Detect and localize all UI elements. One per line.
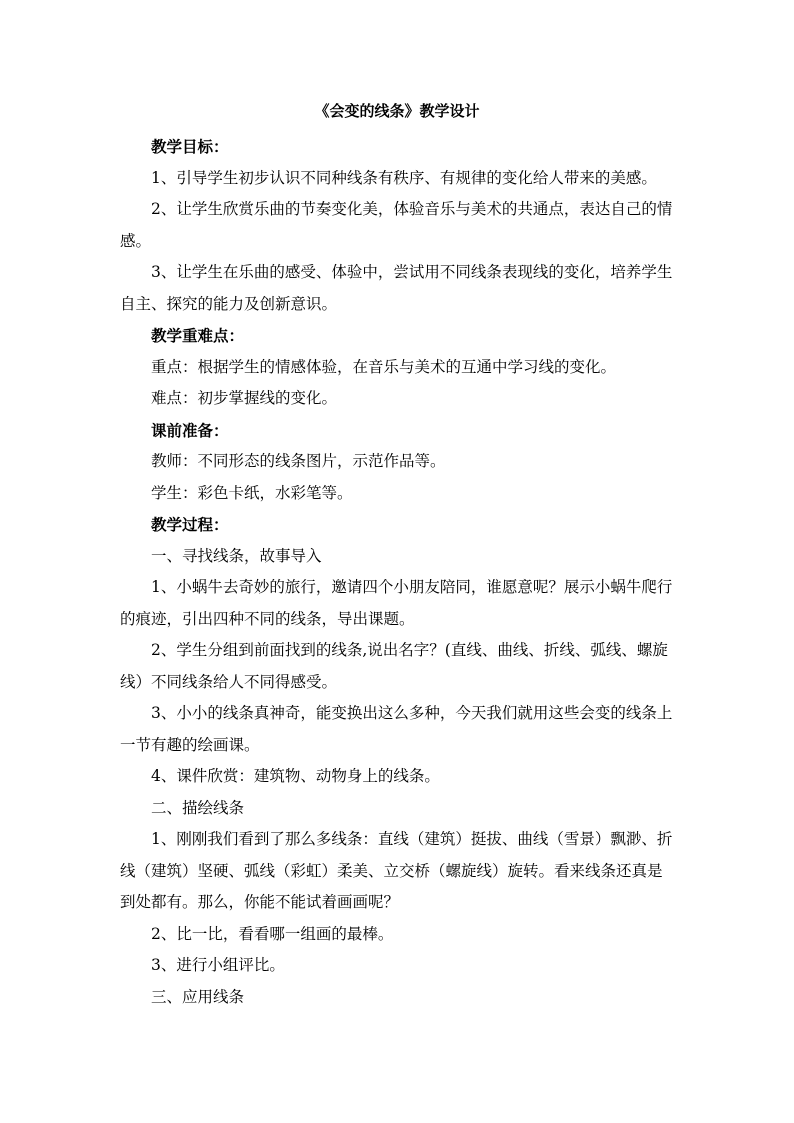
- paragraph: 1、刚刚我们看到了那么多线条：直线（建筑）挺拔、曲线（雪景）飘渺、折线（建筑）坚硬、弧线（彩虹）柔美、立交桥（螺旋线）旋转。看来线条还真是到处都有。那么，你能不能试着画画呢？: [120, 830, 673, 911]
- document-body: [120, 131, 676, 1013]
- paragraph: 3、小小的线条真神奇，能变换出这么多种，今天我们就用这些会变的线条上一节有趣的绘画课。: [120, 704, 673, 754]
- document-title: 《会变的线条》教学设计: [314, 102, 480, 120]
- paragraph: 教师：不同形态的线条图片，示范作品等。: [151, 452, 446, 470]
- paragraph: 1、小蜗牛去奇妙的旅行，邀请四个小朋友陪同，谁愿意呢？展示小蜗牛爬行的痕迹，引出四种不同的线条，导出课题。: [120, 578, 673, 628]
- section-heading-preparation: 课前准备：: [151, 420, 229, 440]
- section-heading-process: 教学过程：: [151, 515, 229, 534]
- section-heading-objectives: 教学目标：: [151, 137, 229, 156]
- paragraph: 2、让学生欣赏乐曲的节奏变化美，体验音乐与美术的共通点，表达自己的情感。: [120, 200, 673, 250]
- paragraph: 学生：彩色卡纸，水彩笔等。: [151, 483, 353, 502]
- paragraph: 难点：初步掌握线的变化。: [151, 389, 338, 407]
- paragraph: 4、课件欣赏：建筑物、动物身上的线条。: [151, 767, 440, 785]
- paragraph: 3、进行小组评比。: [151, 956, 285, 974]
- section-heading-key-points: 教学重难点：: [151, 326, 245, 345]
- paragraph: 二、描绘线条: [151, 798, 245, 817]
- paragraph: 一、寻找线条，故事导入: [151, 546, 322, 565]
- paragraph: 三、应用线条: [151, 987, 245, 1006]
- paragraph: 1、引导学生初步认识不同种线条有秩序、有规律的变化给人带来的美感。: [151, 168, 657, 187]
- paragraph: 3、让学生在乐曲的感受、体验中，尝试用不同线条表现线的变化，培养学生自主、探究的能力及创新意识。: [120, 263, 673, 313]
- paragraph: 重点：根据学生的情感体验，在音乐与美术的互通中学习线的变化。: [151, 357, 617, 376]
- paragraph: 2、比一比，看看哪一组画的最棒。: [151, 924, 394, 943]
- paragraph: 2、学生分组到前面找到的线条,说出名字？(直线、曲线、折线、弧线、螺旋线）不同线条给人不同得感受。: [120, 641, 668, 691]
